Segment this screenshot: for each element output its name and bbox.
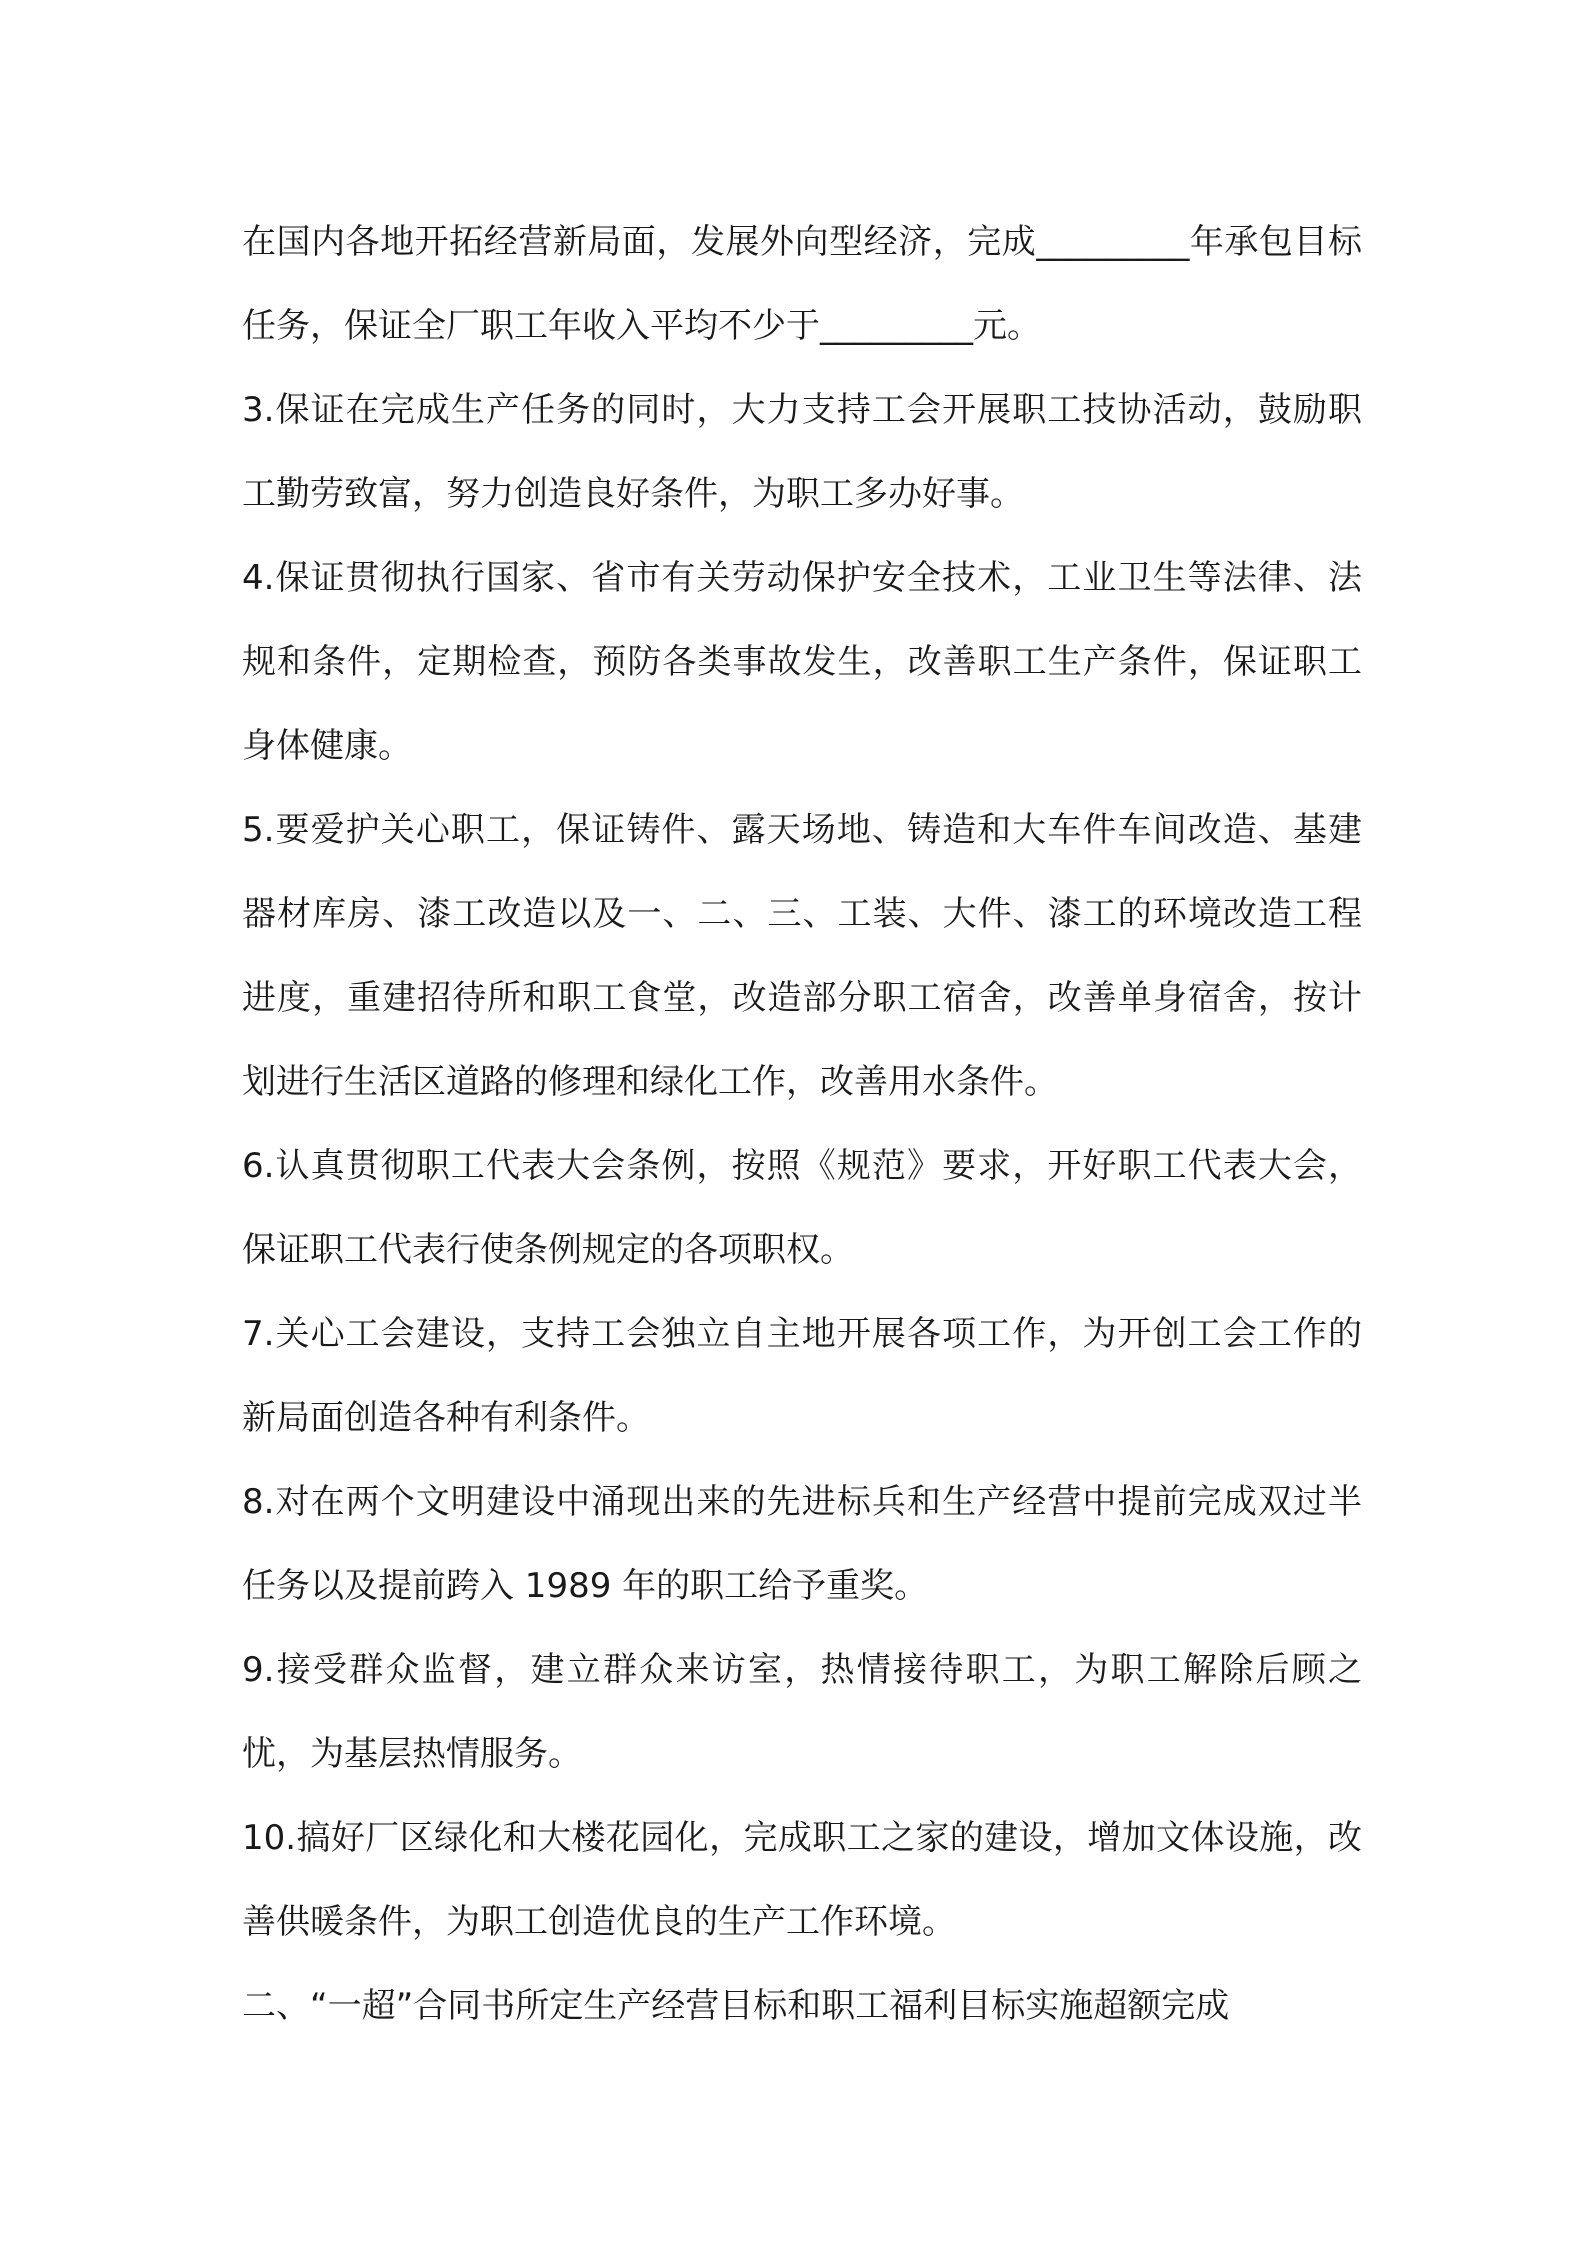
paragraph-item-5: 5.要爱护关心职工，保证铸件、露天场地、铸造和大车件车间改造、基建器材库房、漆工改造以及一、二、三、工装、大件、漆工的环境改造工程进度，重建招待所和职工食堂，改造部分职工宿舍，改善单身宿舍，按计划进行生活区道路的修理和绿化工作，改善用水条件。: [242, 810, 1362, 1102]
paragraph-item-4: 4.保证贯彻执行国家、省市有关劳动保护安全技术，工业卫生等法律、法规和条件，定期检查，预防各类事故发生，改善职工生产条件，保证职工身体健康。: [242, 558, 1362, 766]
paragraph-item-10: 10.搞好厂区绿化和大楼花园化，完成职工之家的建设，增加文体设施，改善供暖条件，为职工创造优良的生产工作环境。: [242, 1818, 1362, 1942]
document-body: [242, 200, 1362, 2048]
paragraph-item-8: 8.对在两个文明建设中涌现出来的先进标兵和生产经营中提前完成双过半任务以及提前跨入 1989 年的职工给予重奖。: [242, 1482, 1362, 1606]
paragraph-item-7: 7.关心工会建设，支持工会独立自主地开展各项工作，为开创工会工作的新局面创造各种有利条件。: [242, 1314, 1362, 1438]
paragraph-item-3: 3.保证在完成生产任务的同时，大力支持工会开展职工技协活动，鼓励职工勤劳致富，努力创造良好条件，为职工多办好事。: [242, 390, 1362, 514]
paragraph-intro-continuation: 在国内各地开拓经营新局面，发展外向型经济，完成_________年承包目标任务，保证全厂职工年收入平均不少于_________元。: [242, 222, 1362, 346]
paragraph-item-9: 9.接受群众监督，建立群众来访室，热情接待职工，为职工解除后顾之忧，为基层热情服务。: [242, 1650, 1362, 1774]
section-heading-2: 二、“一超”合同书所定生产经营目标和职工福利目标实施超额完成: [242, 1986, 1230, 2026]
paragraph-item-6: 6.认真贯彻职工代表大会条例，按照《规范》要求，开好职工代表大会，保证职工代表行使条例规定的各项职权。: [242, 1146, 1362, 1270]
